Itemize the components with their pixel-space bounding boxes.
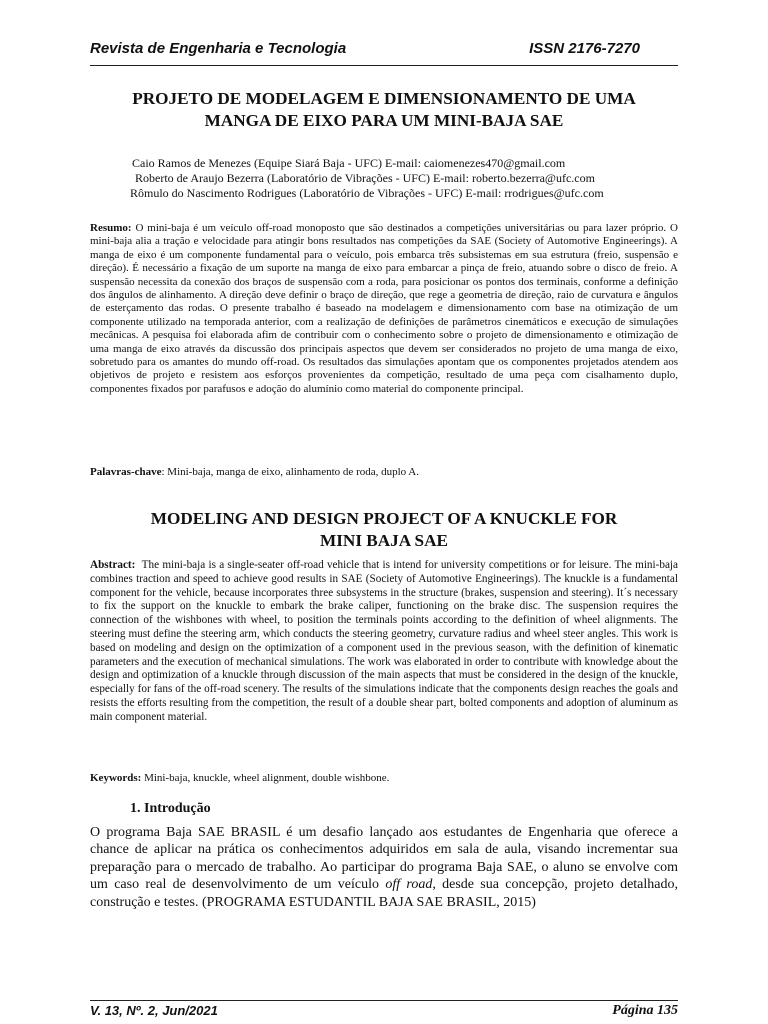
keywords-label: Keywords: bbox=[90, 772, 142, 784]
palavras-chave-label: Palavras-chave bbox=[90, 466, 162, 478]
palavras-chave-text: : Mini-baja, manga de eixo, alinhamento de roda, duplo A. bbox=[161, 466, 420, 478]
author-3: Rômulo do Nascimento Rodrigues (Laboratório de Vibrações - UFC) E-mail: rrodrigues@ufc.com bbox=[130, 186, 604, 200]
title-en-line-1: MODELING AND DESIGN PROJECT OF A KNUCKLE FOR bbox=[150, 509, 618, 528]
author-1: Caio Ramos de Menezes (Equipe Siará Baja - UFC) E-mail: caiomenezes470@gmail.com bbox=[132, 156, 566, 170]
keywords-text: Mini-baja, knuckle, wheel alignment, double wishbone. bbox=[141, 772, 390, 784]
journal-name: Revista de Engenharia e Tecnologia bbox=[90, 40, 347, 57]
intro-text-italic: off road bbox=[385, 877, 433, 893]
title-english bbox=[90, 508, 678, 552]
issn: ISSN 2176-7270 bbox=[529, 40, 640, 57]
volume-info: V. 13, Nº. 2, Jun/2021 bbox=[90, 1003, 218, 1018]
introducao-paragraph bbox=[90, 824, 678, 911]
resumo-label: Resumo: bbox=[90, 222, 132, 234]
section-heading-introducao: 1. Introdução bbox=[130, 801, 211, 816]
title-en-line-2: MINI BAJA SAE bbox=[320, 531, 448, 550]
keywords bbox=[90, 771, 678, 785]
journal-header bbox=[90, 40, 678, 66]
title-pt-line-1: PROJETO DE MODELAGEM E DIMENSIONAMENTO DE UMA bbox=[132, 89, 636, 108]
intro-text-part-2: , desde sua concepção, projeto detalhado, construção e testes. (PROGRAMA ESTUDANTIL BAJA SAE BRASIL, 2015) bbox=[90, 877, 679, 910]
title-portuguese bbox=[90, 88, 678, 132]
palavras-chave bbox=[90, 465, 678, 479]
title-pt-line-2: MANGA DE EIXO PARA UM MINI-BAJA SAE bbox=[204, 111, 564, 130]
resumo-text: O mini-baja é um veículo off-road monoposto que são destinados a competições universitárias ou para lazer próprio. O mini-baja alia a tração e velocidade para atingir bons resultados nas competições da SAE (Society of Automotive Engineerings). A manga de eixo é um componente fundamental para o veículo, pois embarca três subsistemas em sua estrutura (freio, suspensão e direção). É necessário a fixação de um suporte na manga de eixo para embarcar a pinça de freio, atuando sobre o disco de freio. A suspensão necessita da conexão dos braços de suspensão com a roda, para posicionar os pontos dos terminais, conforme a definição dos ângulos de alinhamento. A direção deve definir o braço de direção, que rege a geometria de direção, raio de curvatura e ângulos de esterçamento das rodas. O presente trabalho é baseado na modelagem e dimensionamento com base na otimização de um componente utilizado na temporada anterior, com a realização de definições de parâmetros cinemáticos e execução de simulações mecânicas. A pesquisa foi elaborada afim de contribuir com o conhecimento sobre o projeto de dimensionamento e otimização de uma manga de eixo através da discussão dos principais aspectos que devem ser considerados no projeto de uma manga de eixo, sobretudo para os amantes do mundo off-road. Os resultados das simulações apontam que os componentes projetados atendem aos objetivos de projeto e resistem aos esforços provenientes da competição, resultado de uma peça com cisalhamento duplo, componentes fixados por parafusos e adoção do alumínio como material do componente principal. bbox=[90, 222, 678, 395]
page-number: Página 135 bbox=[612, 1003, 678, 1018]
abstract-text: The mini-baja is a single-seater off-road vehicle that is intend for university competitions or for leisure. The mini-baja combines traction and speed to achieve good results in SAE (Society of Automotive Engineerings). The knuckle is a fundamental component for the vehicle, because incorporates three subsystems in the structure (brakes, suspension and steering). It´s necessary to fix the support on the knuckle to embark the brake caliper, functioning on the brake disc. The suspension requires the connection of the wishbones with wheel, to position the terminals points according to the definition of wheel alignments. The steering must define the steering arm, which conducts the steering geometry, curvature radius and wheel steer angles. This work is based on modeling and design on the optimization of a component used in the previous season, with the definition of kinematic parameters and the execution of mechanical simulations. The work was elaborated in order to contribute with knowledge about the design and optimization of a knuckle through discussion of the main aspects that must be considered in the design of the knuckle, especially for fans of the off-road scenery. The results of the simulations indicate that the components design reaches the goals and resists the efforts resulting from the competition, the result of a double shear part, bolted components and adoption of aluminum as main component material. bbox=[90, 559, 681, 723]
author-2: Roberto de Araujo Bezerra (Laboratório de Vibrações - UFC) E-mail: roberto.bezerra@ufc.com bbox=[135, 171, 595, 185]
abstract-label: Abstract: bbox=[90, 559, 136, 571]
resumo-paragraph bbox=[90, 222, 678, 396]
page-footer bbox=[90, 1000, 678, 1019]
abstract-paragraph bbox=[90, 559, 681, 725]
intro-text-part-1: O programa Baja SAE BRASIL é um desafio lançado aos estudantes de Engenharia que oferece a chance de aplicar na prática os conhecimentos adquiridos em sala de aula, visando incrementar sua preparação para o mercado de trabalho. Ao participar do programa Baja SAE, o aluno se envolve com um caso real de desenvolvimento de um veículo bbox=[90, 825, 678, 893]
